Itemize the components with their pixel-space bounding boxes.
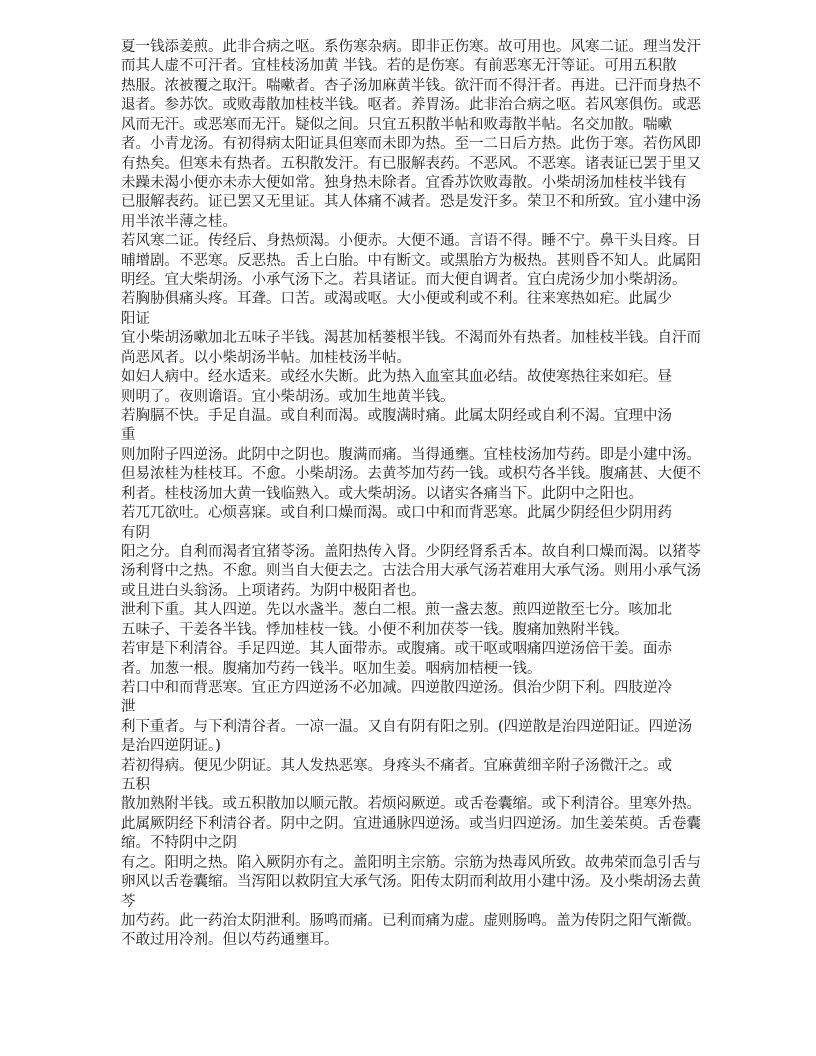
text-line: 则加附子四逆汤。此阴中之阴也。腹满而痛。当得通壅。宜桂枝汤加芍药。即是小建中汤。 (121, 446, 701, 463)
text-line: 明经。宜大柴胡汤。小承气汤下之。若具诸证。而大便自调者。宜白虎汤少加小柴胡汤。 (121, 272, 687, 289)
text-line: 晡增剧。不恶寒。反恶热。舌上白胎。中有断文。或黑胎方为极热。甚则昏不知人。此属阳 (121, 252, 701, 269)
text-line: 热服。浓被覆之取汗。喘嗽者。杏子汤加麻黄半钱。欲汗而不得汗者。再进。已汗而身热不 (121, 77, 701, 94)
text-line: 尚恶风者。以小柴胡汤半帖。加桂枝汤半帖。 (121, 349, 411, 366)
text-line: 若胸胁俱痛头疼。耳聋。口苦。或渴或呕。大小便或利或不利。往来寒热如疟。此属少 (121, 291, 672, 308)
text-line: 若风寒二证。传经后、身热烦渴。小便赤。大便不通。言语不得。睡不宁。鼻干头目疼。日 (121, 233, 701, 250)
text-line: 利者。桂枝汤加大黄一钱临熟入。或大柴胡汤。以诸实各痛当下。此阴中之阳也。 (121, 485, 643, 502)
text-line: 五味子、干姜各半钱。悸加桂枝一钱。小便不利加茯苓一钱。腹痛加熟附半钱。 (121, 621, 629, 638)
text-line: 加芍药。此一药治太阴泄利。肠鸣而痛。已利而痛为虚。虚则肠鸣。盖为传阴之阳气渐微。 (121, 912, 701, 929)
text-line: 者。小青龙汤。有初得病太阳证具但寒而未即为热。至一二日后方热。此伤于寒。若伤风即 (121, 136, 701, 153)
text-line: 夏一钱添姜煎。此非合病之呕。系伤寒杂病。即非正伤寒。故可用也。风寒二证。理当发汗 (121, 39, 701, 55)
text-line: 若兀兀欲吐。心烦喜寐。或自利口燥而渴。或口中和而背恶寒。此属少阴经但少阴用药 (121, 505, 672, 522)
text-line: 若初得病。便见少阴证。其人发热恶寒。身疼头不痛者。宜麻黄细辛附子汤微汗之。或 (121, 757, 672, 774)
text-line: 则明了。夜则谵语。宜小柴胡汤。或加生地黄半钱。 (121, 388, 455, 405)
text-line: 若审是下利清谷。手足四逆。其人面带赤。或腹痛。或干呕或咽痛四逆汤倍干姜。面赤 (121, 641, 672, 658)
text-line: 若胸膈不快。手足自温。或自利而渴。或腹满时痛。此属太阴经或自利不渴。宜理中汤 (121, 408, 672, 425)
text-line: 有之。阳明之热。陷入厥阴亦有之。盖阳明主宗筋。宗筋为热毒风所致。故弗荣而急引舌与 (121, 854, 701, 871)
text-line: 有热矣。但寒未有热者。五积散发汗。有已服解表药。不恶风。不恶寒。诸表证已罢于里又 (121, 155, 701, 172)
text-line: 如妇人病中。经水适来。或经水失断。此为热入血室其血必结。故使寒热往来如疟。昼 (121, 369, 672, 386)
text-line: 汤利肾中之热。不愈。则当自大便去之。古法合用大承气汤若难用大承气汤。则用小承气汤 (121, 563, 701, 580)
text-line: 或且进白头翁汤。上项诸药。为阴中极阳者也。 (121, 582, 426, 599)
text-line: 散加熟附半钱。或五积散加以顺元散。若烦闷厥逆。或舌卷囊缩。或下利清谷。里寒外热。 (121, 796, 701, 813)
text-line: 利下重者。与下利清谷者。一凉一温。又自有阴有阳之别。(四逆散是治四逆阳证。四逆汤 (121, 718, 693, 735)
text-line: 阳之分。自利而渴者宜猪苓汤。盖阳热传入肾。少阴经肾系舌本。故自利口燥而渴。以猪苓 (121, 543, 701, 560)
text-line: 退者。参苏饮。或败毒散加桂枝半钱。呕者。养胃汤。此非治合病之呕。若风寒俱伤。或恶 (121, 97, 701, 114)
text-line: 卵风以舌卷囊缩。当泻阳以救阴宜大承气汤。阳传太阴而利故用小建中汤。及小柴胡汤去黄 (121, 874, 701, 891)
text-line: 重 (121, 427, 136, 444)
text-line: 此属厥阴经下利清谷者。阴中之阴。宜进通脉四逆汤。或当归四逆汤。加生姜茱萸。舌卷囊 (121, 815, 701, 832)
text-line: 五积 (121, 777, 150, 794)
text-line: 未躁未渴小便亦未赤大便如常。独身热未除者。宜香苏饮败毒散。小柴胡汤加桂枝半钱有 (121, 174, 687, 191)
document-page (121, 38, 721, 951)
text-line: 风而无汗。或恶寒而无汗。疑似之间。只宜五积散半帖和败毒散半帖。名交加散。喘嗽 (121, 116, 672, 133)
text-line: 泄 (121, 699, 136, 716)
text-line: 而其人虚不可汗者。宜桂枝汤加黄 半钱。若的是伤寒。有前恶寒无汗等证。可用五积散 (121, 58, 677, 75)
text-line: 若口中和而背恶寒。宜正方四逆汤不必加减。四逆散四逆汤。俱治少阴下利。四肢逆冷 (121, 679, 672, 696)
text-line: 是治四逆阴证。) (121, 738, 221, 755)
text-line: 有阴 (121, 524, 150, 541)
text-line: 用半浓半薄之桂。 (121, 213, 237, 230)
text-line: 但易浓桂为桂枝耳。不愈。小柴胡汤。去黄芩加芍药一钱。或枳芍各半钱。腹痛甚、大便不 (121, 466, 701, 483)
text-line: 者。加葱一根。腹痛加芍药一钱半。呕加生姜。咽病加桔梗一钱。 (121, 660, 542, 677)
text-line: 已服解表药。证已罢又无里证。其人体痛不减者。恐是发汗多。荣卫不和所致。宜小建中汤 (121, 194, 701, 211)
text-line: 芩 (121, 893, 136, 910)
text-line: 宜小柴胡汤嗽加北五味子半钱。渴甚加栝蒌根半钱。不渴而外有热者。加桂枝半钱。自汗而 (121, 330, 701, 347)
text-line: 阳证 (121, 310, 150, 327)
text-line: 不敢过用冷剂。但以芍药通壅耳。 (121, 932, 339, 949)
text-line: 缩。不特阴中之阴 (121, 835, 237, 852)
text-line: 泄利下重。其人四逆。先以水盏半。葱白二根。煎一盏去葱。煎四逆散至七分。咳加北 (121, 602, 672, 619)
